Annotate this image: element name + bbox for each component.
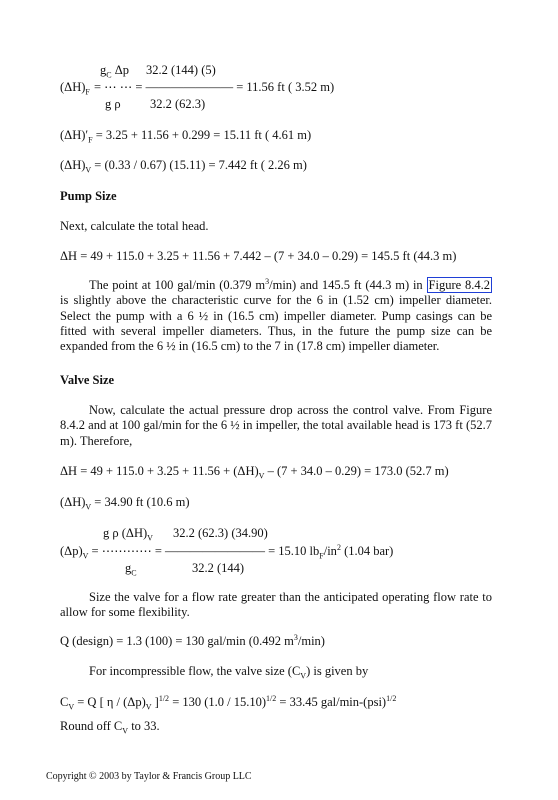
equation-hf-total: $(\Delta H)'_F = 3.25 + 11.56 + 0.299 = 15.11$ ft ( 4.61 m) [60, 128, 312, 145]
eq-top-numerator: 32.2 (144) (5) [146, 63, 216, 77]
equation-total-head: ΔH = 49 + 115.0 + 3.25 + 11.56 + 7.442 – (7 + 34.0 – 0.29) = 145.5 ft (44.3 m) [60, 249, 457, 263]
copyright-footer: Copyright © 2003 by Taylor & Francis Group LLC [46, 771, 252, 782]
equation-q-design: Q (design) = 1.3 (100) = 130 gal/min (0.492 $m^3/\min$) [60, 632, 325, 648]
heading-pump-size: Pump Size [60, 189, 117, 203]
paragraph-size-valve: Size the valve for a flow rate greater than the anticipated operating flow rate to allow for some flexibility. [60, 590, 492, 620]
paragraph-pump-point: The point at 100 gal/min (0.379 $m^3/\min$) and 145.5 ft (44.3 m) in Figure 8.4.2 is slightly above the characteristic curve for the 6 in (1.52 cm) impeller diameter. Select the pump with a 6 ½ in (16.5 cm) impeller diameter. Pump casings can be fitted with several impeller diameters. Thus, in the future the pump size can be expanded from the 6 ½ in (16.5 cm) to the 7 in (17.8 cm) impeller diameter. [60, 276, 492, 354]
text-incompressible: For incompressible flow, the valve size $(C_V)$ is given by [89, 664, 369, 681]
equation-valve-head: $\Delta H = 49 + 115.0 + 3.25 + 11.56 + (\Delta H)_V - (7 + 34.0 - 0.29) = 173.0$ (52.7 m) [60, 464, 449, 481]
text-round-off: Round off $C_V$ to 33. [60, 719, 160, 736]
text-next: Next, calculate the total head. [60, 219, 209, 233]
eq-dp-top-num: 32.2 (62.3) (34.90) [173, 526, 268, 540]
equation-hv: $(\Delta H)_V = (0.33 / 0.67) (15.11) = 7.442$ ft ( 2.26 m) [60, 158, 307, 175]
equation-hv-value: $(\Delta H)_V = 34.90$ ft (10.6 m) [60, 495, 190, 512]
equation-cv: $C_V = Q$ [ η / $(\Delta p)_V$ ]$^{1/2}$ = 130 (1.0 / 15.10)$^{1/2}$ = 33.45 gal/min-(psi)$^{1/2}$ [60, 693, 397, 712]
heading-valve-size: Valve Size [60, 373, 115, 387]
eq-dp-bottom-num: 32.2 (144) [192, 561, 245, 575]
eq-top-gc: $g_C$ Δp [100, 63, 130, 80]
eq-lhs: $(\Delta H)_F$ [60, 80, 90, 97]
eq-dp-bottom-gc: $g_C$ [125, 561, 137, 578]
paragraph-valve: Now, calculate the actual pressure drop across the control valve. From Figure 8.4.2 and at 100 gal/min for the 6 ½ in impeller, the total available head is 173 ft (52.7 m). Therefore, [60, 403, 492, 448]
figure-link[interactable]: Figure 8.4.2 [428, 278, 491, 292]
eq-dp-top: g ρ $(\Delta H)_V$ [103, 526, 153, 543]
eq-bottom-grho: g ρ [105, 97, 121, 111]
eq-bottom-num: 32.2 (62.3) [150, 97, 206, 111]
eq-dashes: = ⋯ ⋯ = ——————— = 11.56 ft ( 3.52 m) [94, 80, 335, 94]
eq-dp-line: $(\Delta p)_V$ = ⋯⋯⋯⋯ = ———————— = 15.10 $lb_F/in^2$ (1.04 bar) [60, 542, 394, 561]
